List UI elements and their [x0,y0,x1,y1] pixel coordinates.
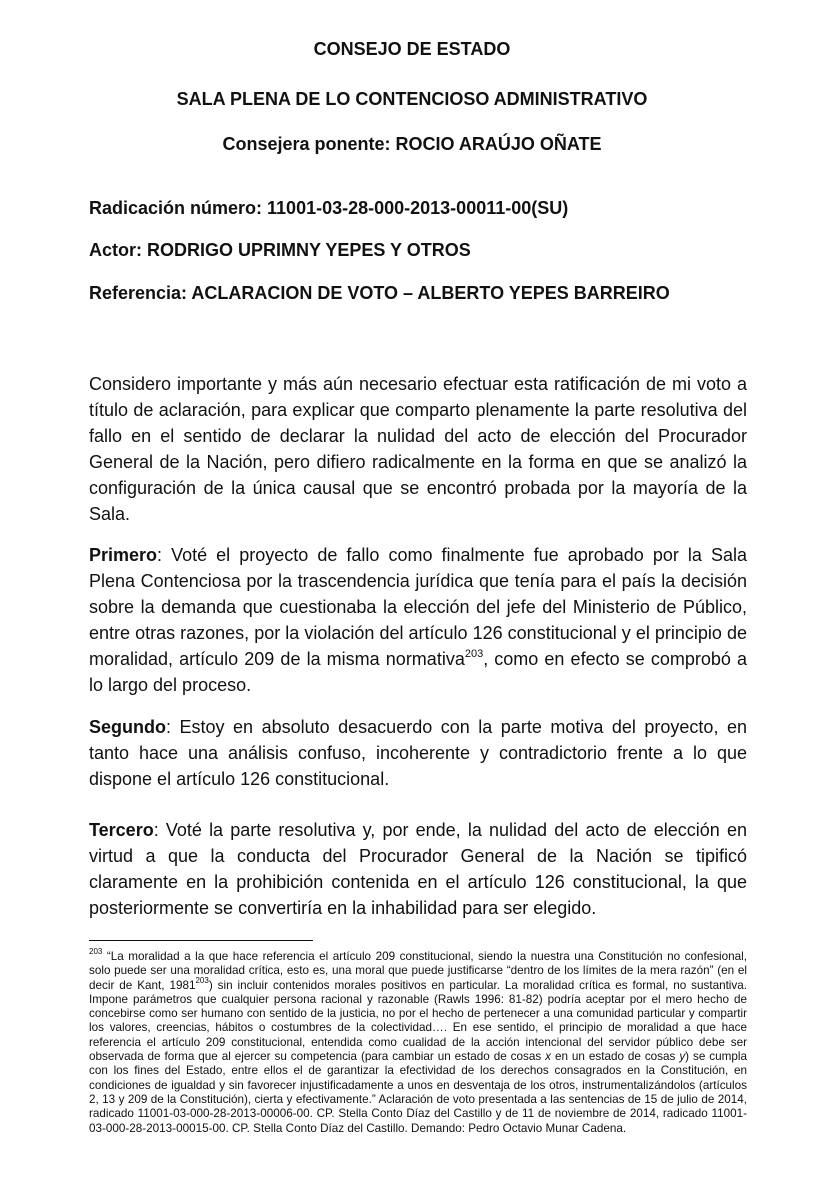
footnote-text-d: ) se cumpla con los fines del Estado, entre ellos el de garantizar la efectividad de los derechos consagrados en la Constitución, en condiciones de igualdad y sin favorecer injustificadamente a unos en desventaja de los otros, instrumentalizándolos (artículos 2, 13 y 209 de la Constitución), cierta y efectivamente.” Aclaración de voto presentada a las sentencias de 15 de julio de 2014, radicado 11001-03-000-28-2013-00006-00. CP. Stella Conto Díaz del Castillo y de 11 de noviembre de 2014, radicado 11001-03-000-28-2013-00015-00. CP. Stella Conto Díaz del Castillo. Demando: Pedro Octavio Munar Cadena. [89,1050,747,1135]
footnote-text-a: “La moralidad a la que hace referencia el artículo 209 constitucional, siendo la nuestra una Constitución no confesional, solo puede ser una moralidad crítica, esto es, una moral que puede justificarse “dentro de los límites de la mera razón” (en el decir de Kant, 1981 [89,950,747,992]
footnote-text-c: en un estado de cosas [551,1050,680,1064]
chamber-name: SALA PLENA DE LO CONTENCIOSO ADMINISTRATIVO [176,89,648,109]
first-label: Primero [89,545,158,565]
case-number: Radicación número: 11001-03-28-000-2013-00011-00(SU) [89,198,569,218]
second-text: : Estoy en absoluto desacuerdo con la parte motiva del proyecto, en tanto hace una análisis confuso, incoherente y contradictorio frente a lo que dispone el artículo 126 constitucional. [89,717,747,789]
first-text-b: , como en efecto se comprobó a lo largo del proceso. [89,649,747,695]
first-paragraph [89,542,747,698]
footnote-italic-x: x [545,1050,551,1064]
reference-line: Referencia: ACLARACION DE VOTO – ALBERTO YEPES BARREIRO [89,283,670,303]
footnote-reference: 203 [464,648,484,660]
first-text-a: : Voté el proyecto de fallo como finalmente fue aprobado por la Sala Plena Contenciosa por la trascendencia jurídica que tenía para el país la decisión sobre la demanda que cuestionaba la elección del jefe del Ministerio de Público, entre otras razones, por la violación del artículo 126 constitucional y el principio de moralidad, artículo 209 de la misma normativa [89,545,747,669]
second-paragraph [89,714,747,792]
third-paragraph [89,817,747,921]
footnote-separator [89,940,313,941]
plaintiff-line: Actor: RODRIGO UPRIMNY YEPES Y OTROS [89,240,471,260]
footnote-inner-reference: 203 [195,975,209,985]
footnote-text-b: ) sin incluir contenidos morales positivos en particular. La moralidad crítica es formal, no sustantiva. Impone parámetros que cualquier persona racional y razonable (Rawls 1996: 81-82) podría aceptar por el mero hecho de concebirse como ser humano con sentido de la justicia, no por el hecho de pertenecer a una comunidad particular y compartir los valores, creencias, hábitos o costumbres de la colectividad…. En ese sentido, el principio de moralidad a que hace referencia el artículo 209 constitucional, entendida como cualidad de la acción intencional del servidor público debe ser observada de forma que al ejercer su competencia (para cambiar un estado de cosas [89,978,747,1064]
second-label: Segundo [89,717,166,737]
court-name: CONSEJO DE ESTADO [313,39,511,59]
footnote-number: 203 [89,947,103,957]
third-label: Tercero [89,820,154,840]
footnote [89,947,747,1136]
footnote-italic-y: y [679,1050,686,1064]
third-text: : Voté la parte resolutiva y, por ende, la nulidad del acto de elección en virtud a que la conducta del Procurador General de la Nación se tipificó claramente en la prohibición contenida en el artículo 126 constitucional, la que posteriormente se convertiría en la inhabilidad para ser elegido. [89,820,747,918]
rapporteur-line: Consejera ponente: ROCIO ARAÚJO OÑATE [222,134,602,154]
intro-paragraph: Considero importante y más aún necesario efectuar esta ratificación de mi voto a título de aclaración, para explicar que comparto plenamente la parte resolutiva del fallo en el sentido de declarar la nulidad del acto de elección del Procurador General de la Nación, pero difiero radicalmente en la forma en que se analizó la configuración de la única causal que se encontró probada por la mayoría de la Sala. [89,374,747,524]
